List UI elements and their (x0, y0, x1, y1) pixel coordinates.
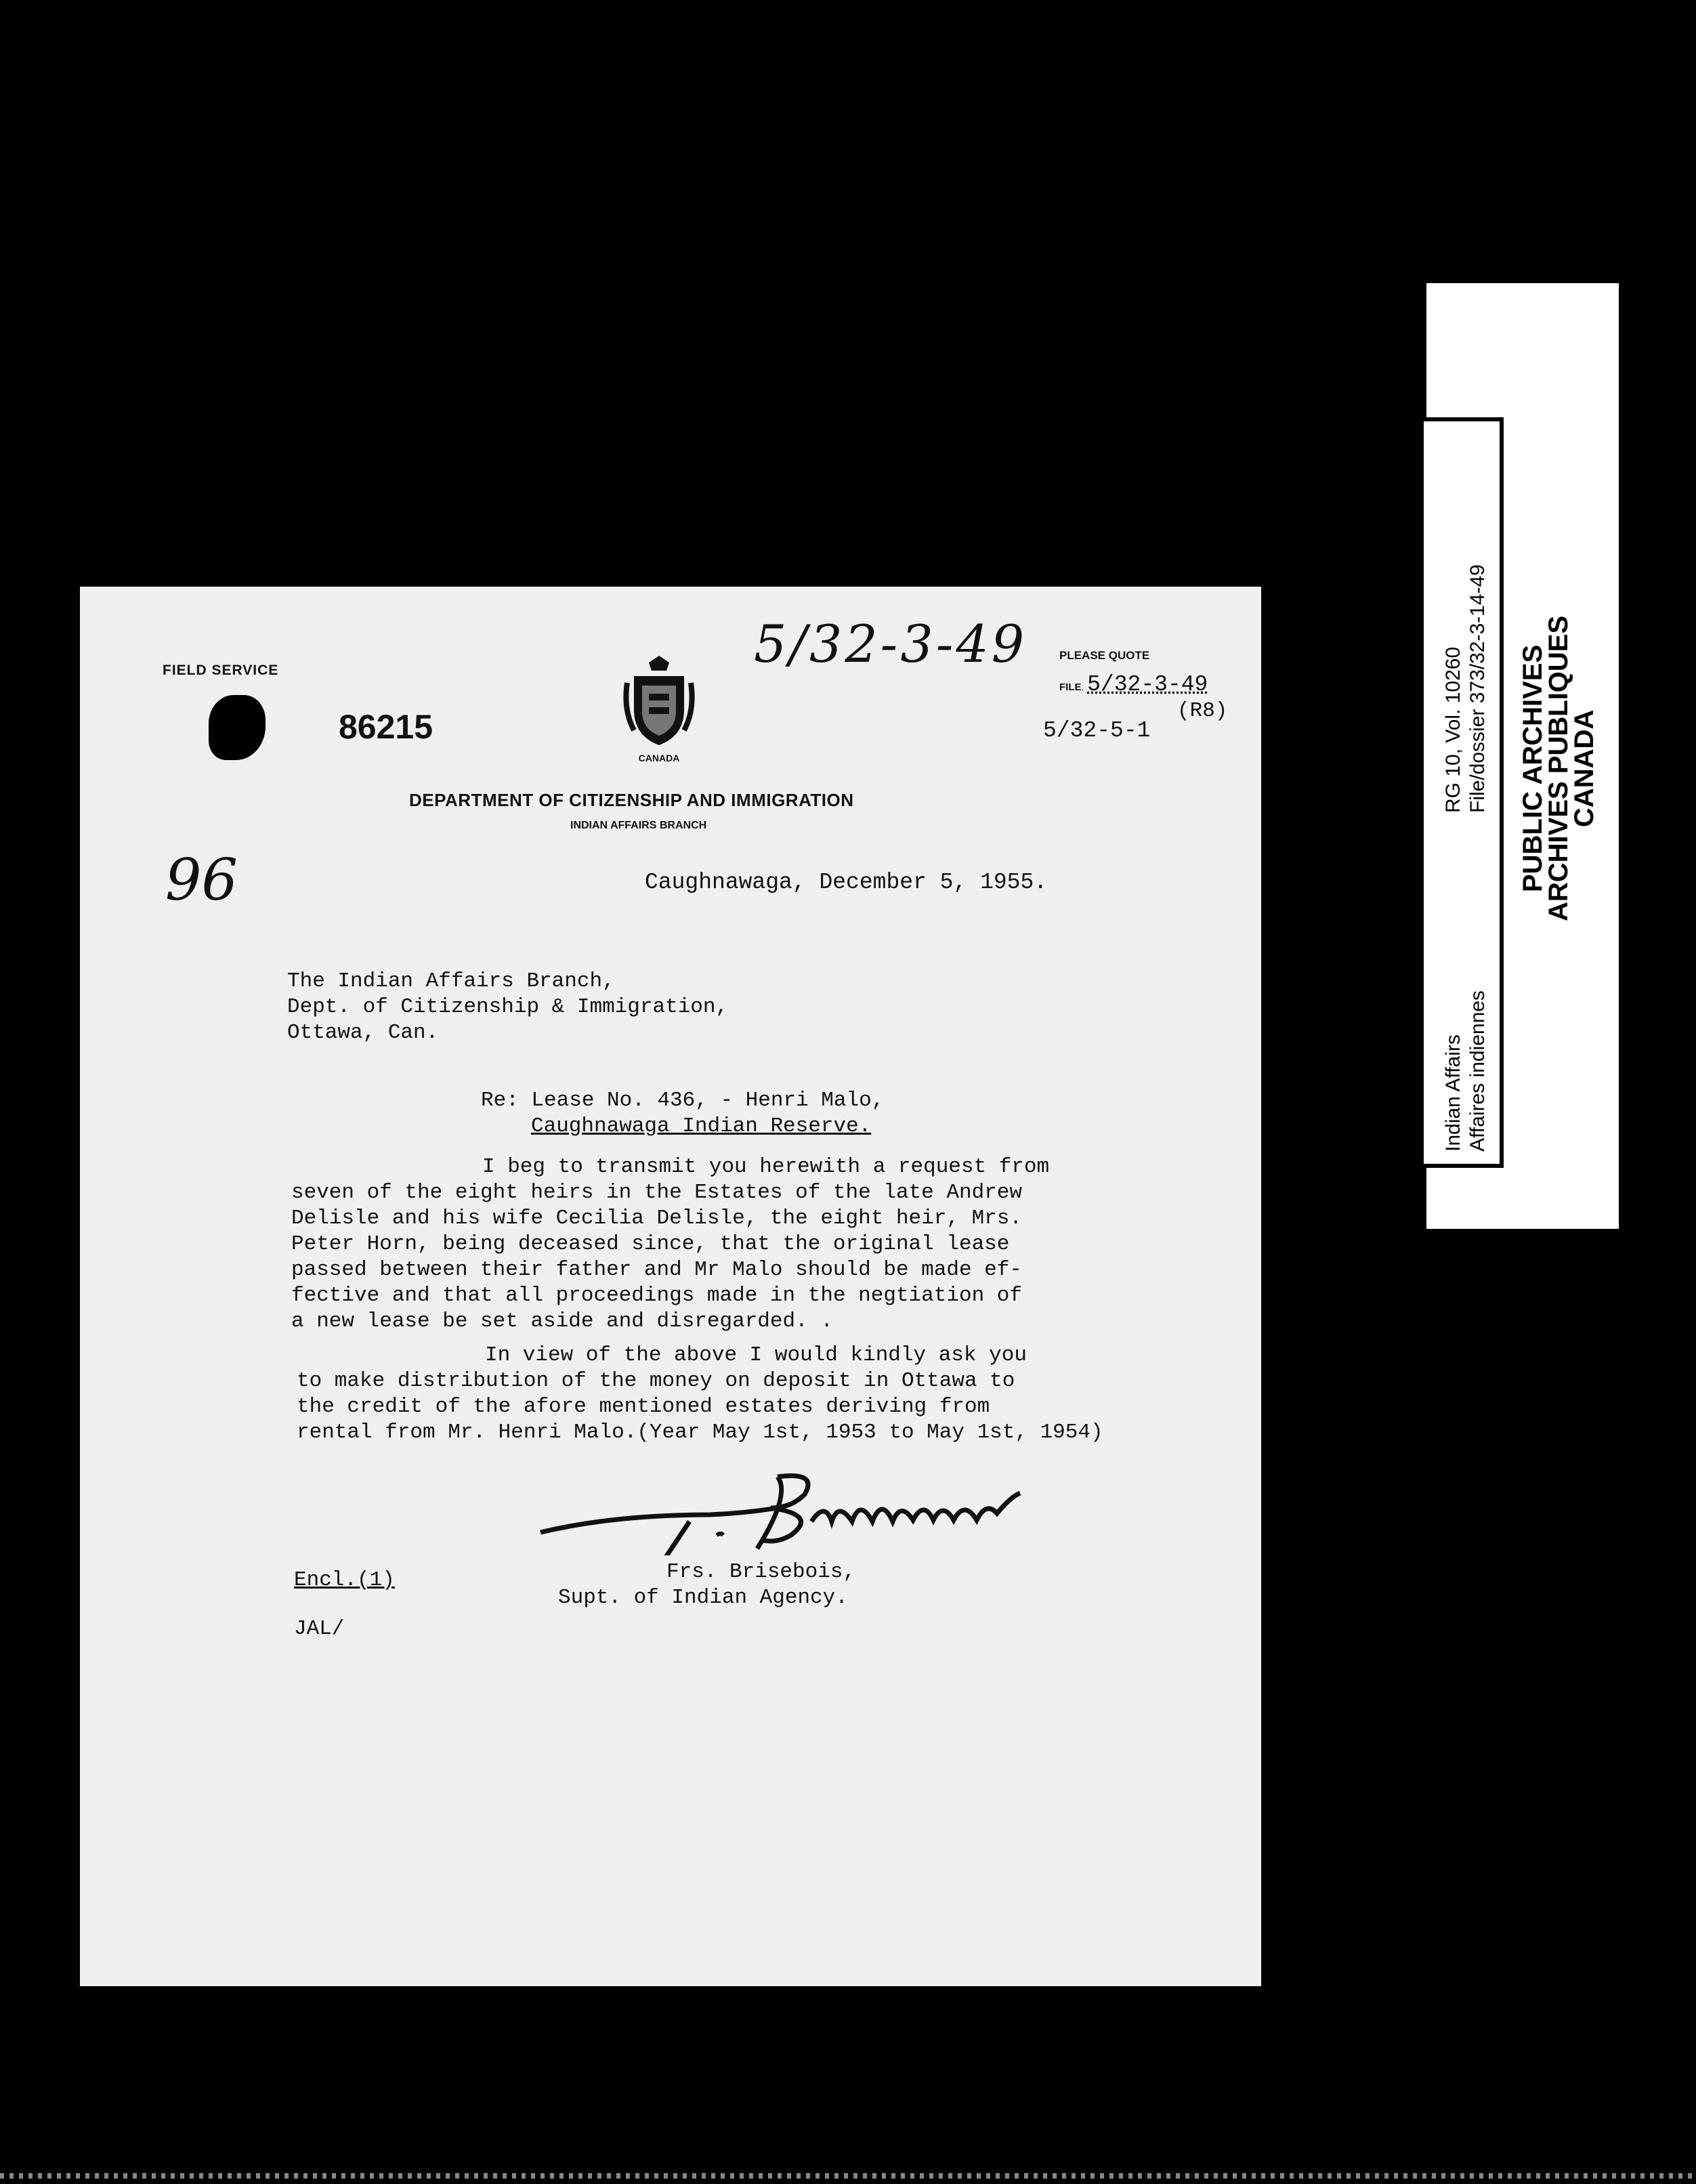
body-paragraph-2 (297, 1343, 1103, 1446)
address-line: Ottawa, Can. (287, 1021, 439, 1045)
label-record-group: RG 10, Vol. 10260 (1442, 646, 1464, 813)
signer-title: Supt. of Indian Agency. (558, 1586, 848, 1610)
paragraph-line: passed between their father and Mr Malo should be made ef- (291, 1258, 1022, 1282)
margin-note: 96 (165, 847, 238, 913)
paragraph-line: rental from Mr. Henri Malo.(Year May 1st, 1953 to May 1st, 1954) (297, 1421, 1103, 1444)
place-date: Caughnawaga, December 5, 1955. (645, 870, 1048, 895)
department-heading: DEPARTMENT OF CITIZENSHIP AND IMMIGRATION (409, 790, 854, 810)
paragraph-line: the credit of the afore mentioned estates deriving from (297, 1395, 990, 1419)
signer-name: Frs. Brisebois, (666, 1560, 856, 1584)
label-agency-french: Affaires indiennes (1466, 990, 1489, 1152)
address-line: Dept. of Citizenship & Immigration, (287, 995, 729, 1019)
handwritten-file-number: 5/32-3-49 (754, 614, 1027, 674)
signature (534, 1467, 1197, 1555)
paragraph-line: fective and that all proceedings made in the negtiation of (291, 1284, 1022, 1307)
label-file-dossier: File/dossier 373/32-3-14-49 (1466, 564, 1489, 813)
subject-line-1: Re: Lease No. 436, - Henri Malo, (481, 1089, 885, 1112)
paragraph-line: In view of the above I would kindly ask you (485, 1343, 1027, 1367)
torn-hole-mark (209, 695, 266, 760)
film-edge (0, 2173, 1696, 2179)
subject-line (481, 1088, 884, 1139)
paragraph-line: seven of the eight heirs in the Estates of the late Andrew (291, 1181, 1022, 1204)
paragraph-line: a new lease be set aside and disregarded. . (291, 1309, 833, 1333)
document-number: 86215 (339, 708, 433, 746)
label-column-agency (1441, 990, 1490, 1152)
label-canada: CANADA (1569, 709, 1599, 828)
file-suffix: (R8) (1177, 699, 1228, 723)
file-prefix: FILE (1059, 681, 1082, 693)
recipient-address (287, 969, 728, 1046)
branch-heading: INDIAN AFFAIRS BRANCH (570, 820, 707, 831)
typist-initials: JAL/ (294, 1617, 345, 1641)
address-line: The Indian Affairs Branch, (287, 969, 615, 993)
paragraph-line: Peter Horn, being deceased since, that the original lease (291, 1232, 1010, 1256)
label-column-reference (1441, 564, 1490, 813)
reference-number: 5/32-5-1 (1043, 718, 1151, 743)
enclosure-note: Encl.(1) (294, 1568, 395, 1592)
label-column-archives (1520, 616, 1597, 921)
crest-icon (622, 656, 696, 751)
canada-crest (622, 656, 696, 763)
subject-line-2: Caughnawaga Indian Reserve. (531, 1114, 872, 1138)
paragraph-line: to make distribution of the money on deposit in Ottawa to (297, 1369, 1015, 1393)
label-archives-publiques: ARCHIVES PUBLIQUES (1544, 615, 1573, 921)
file-reference: FILE. 5/32-3-49 (1059, 672, 1208, 697)
body-paragraph-1 (291, 1154, 1049, 1335)
label-agency-english: Indian Affairs (1442, 1034, 1464, 1152)
crest-caption: CANADA (638, 753, 680, 763)
field-service-label: FIELD SERVICE (163, 663, 279, 678)
signature-scribble (534, 1467, 1197, 1555)
label-public-archives: PUBLIC ARCHIVES (1518, 644, 1548, 893)
paragraph-line: I beg to transmit you herewith a request from (482, 1155, 1050, 1179)
paragraph-line: Delisle and his wife Cecilia Delisle, the eight heir, Mrs. (291, 1206, 1022, 1230)
file-number: 5/32-3-49 (1087, 672, 1208, 697)
please-quote-label: PLEASE QUOTE (1059, 649, 1150, 662)
letter-page (80, 587, 1261, 1986)
